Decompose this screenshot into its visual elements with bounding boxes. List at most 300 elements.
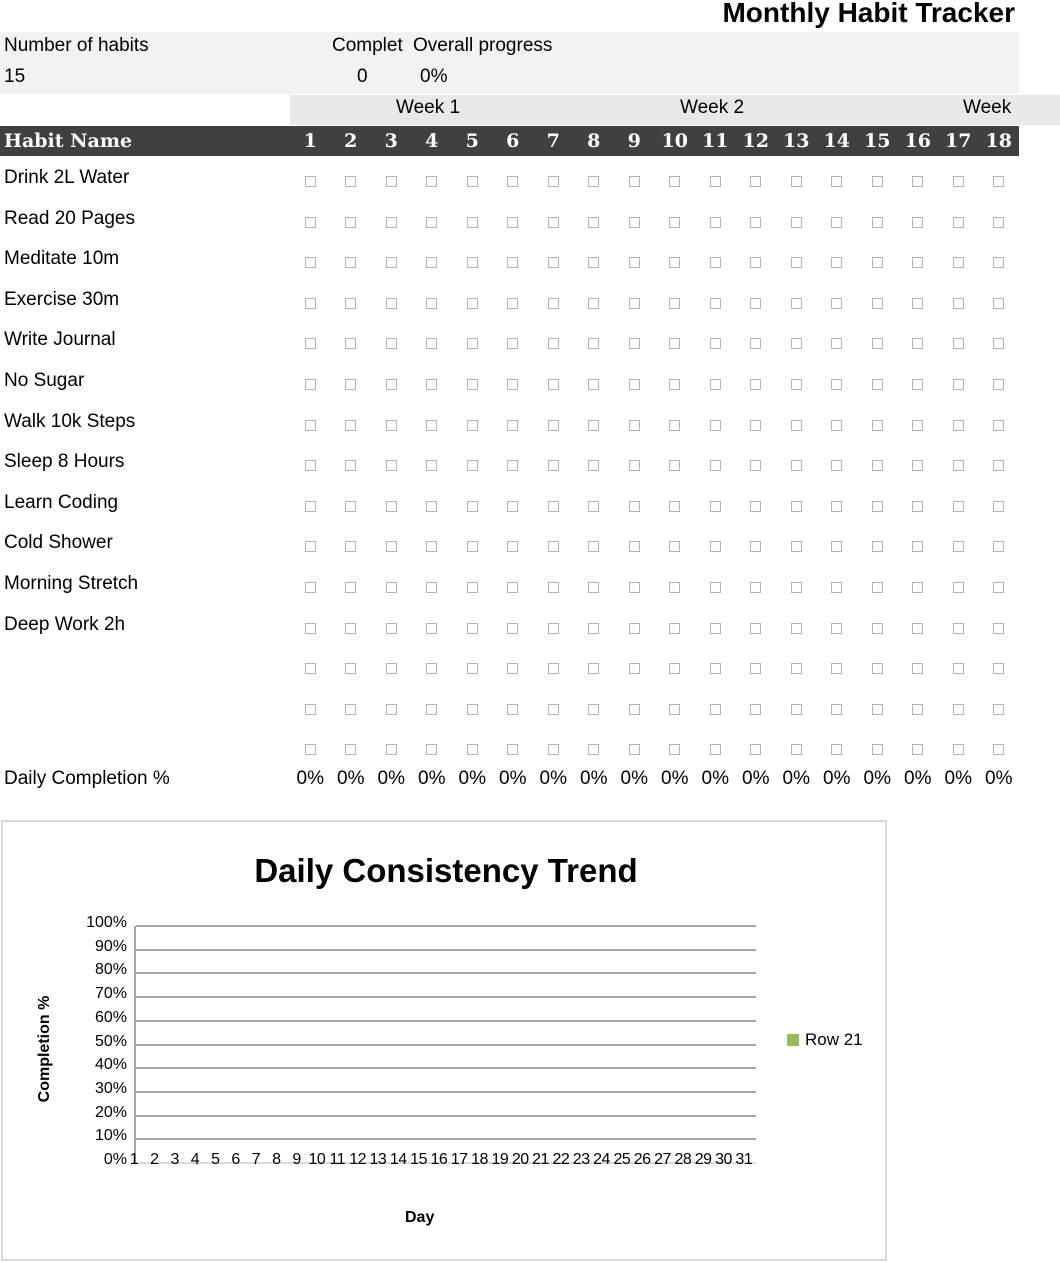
- habit-checkbox[interactable]: [831, 744, 842, 755]
- habit-checkbox[interactable]: [345, 217, 356, 228]
- habit-name[interactable]: No Sugar: [4, 370, 85, 391]
- habit-checkbox[interactable]: [750, 176, 761, 187]
- habit-checkbox[interactable]: [426, 582, 437, 593]
- habit-checkbox[interactable]: [831, 582, 842, 593]
- habit-checkbox[interactable]: [345, 541, 356, 552]
- habit-checkbox[interactable]: [588, 663, 599, 674]
- habit-checkbox[interactable]: [791, 176, 802, 187]
- gridline: [136, 1044, 756, 1046]
- habit-checkbox[interactable]: [953, 176, 964, 187]
- habit-checkbox[interactable]: [710, 298, 721, 309]
- habit-checkbox[interactable]: [305, 541, 316, 552]
- habit-checkbox[interactable]: [345, 582, 356, 593]
- habit-checkbox[interactable]: [305, 420, 316, 431]
- habit-name[interactable]: Read 20 Pages: [4, 207, 135, 229]
- habit-checkbox[interactable]: [386, 744, 397, 755]
- habit-checkbox[interactable]: [953, 501, 964, 512]
- habit-checkbox[interactable]: [912, 501, 923, 512]
- habit-checkbox[interactable]: [548, 176, 559, 187]
- habit-checkbox[interactable]: [831, 379, 842, 390]
- habit-checkbox[interactable]: [345, 460, 356, 471]
- habit-checkbox[interactable]: [426, 501, 437, 512]
- habit-checkbox[interactable]: [386, 176, 397, 187]
- habit-checkbox[interactable]: [426, 176, 437, 187]
- habit-checkbox[interactable]: [467, 298, 478, 309]
- habit-checkbox[interactable]: [912, 541, 923, 552]
- habit-name[interactable]: Sleep 8 Hours: [4, 451, 125, 473]
- habit-checkbox[interactable]: [386, 501, 397, 512]
- habit-checkbox[interactable]: [629, 420, 640, 431]
- habit-checkbox[interactable]: [669, 176, 680, 187]
- habit-checkbox[interactable]: [710, 460, 721, 471]
- habit-checkbox[interactable]: [953, 663, 964, 674]
- habit-checkbox[interactable]: [507, 744, 518, 755]
- habit-checkbox[interactable]: [426, 623, 437, 634]
- habit-checkbox[interactable]: [467, 257, 478, 268]
- habit-checkbox[interactable]: [993, 460, 1004, 471]
- habit-checkbox[interactable]: [710, 582, 721, 593]
- habit-checkbox[interactable]: [386, 704, 397, 715]
- habit-checkbox[interactable]: [993, 541, 1004, 552]
- habit-checkbox[interactable]: [912, 379, 923, 390]
- habit-checkbox[interactable]: [750, 298, 761, 309]
- completed-value[interactable]: 0: [357, 66, 368, 87]
- habit-row: [0, 729, 1019, 769]
- habit-name[interactable]: Morning Stretch: [4, 573, 139, 594]
- number-of-habits-value[interactable]: 15: [4, 66, 26, 87]
- habit-checkbox[interactable]: [548, 663, 559, 674]
- habit-checkbox[interactable]: [386, 582, 397, 593]
- habit-checkbox[interactable]: [953, 298, 964, 309]
- habit-checkbox[interactable]: [345, 176, 356, 187]
- habit-checkbox[interactable]: [386, 257, 397, 268]
- habit-checkbox[interactable]: [750, 501, 761, 512]
- x-tick-label: 20: [511, 1151, 529, 1168]
- habit-checkbox[interactable]: [386, 663, 397, 674]
- habit-checkbox[interactable]: [953, 623, 964, 634]
- habit-checkbox[interactable]: [426, 460, 437, 471]
- habit-checkbox[interactable]: [345, 623, 356, 634]
- habit-checkbox[interactable]: [305, 663, 316, 674]
- habit-checkbox[interactable]: [791, 379, 802, 390]
- habit-checkbox[interactable]: [791, 663, 802, 674]
- habit-checkbox[interactable]: [750, 663, 761, 674]
- habit-checkbox[interactable]: [305, 176, 316, 187]
- habit-checkbox[interactable]: [710, 744, 721, 755]
- habit-checkbox[interactable]: [791, 217, 802, 228]
- habit-checkbox[interactable]: [548, 420, 559, 431]
- habit-checkbox[interactable]: [305, 379, 316, 390]
- habit-checkbox[interactable]: [629, 582, 640, 593]
- habit-checkbox[interactable]: [588, 217, 599, 228]
- habit-checkbox[interactable]: [548, 379, 559, 390]
- habit-checkbox[interactable]: [750, 338, 761, 349]
- habit-checkbox[interactable]: [467, 541, 478, 552]
- habit-row: [0, 405, 1019, 445]
- habit-checkbox[interactable]: [629, 257, 640, 268]
- habit-checkbox[interactable]: [548, 298, 559, 309]
- habit-checkbox[interactable]: [507, 663, 518, 674]
- habit-checkbox[interactable]: [426, 420, 437, 431]
- habit-checkbox[interactable]: [305, 338, 316, 349]
- habit-checkbox[interactable]: [426, 663, 437, 674]
- habit-checkbox[interactable]: [588, 257, 599, 268]
- habit-checkbox[interactable]: [548, 217, 559, 228]
- habit-checkbox[interactable]: [912, 744, 923, 755]
- habit-checkbox[interactable]: [750, 541, 761, 552]
- habit-checkbox[interactable]: [669, 541, 680, 552]
- habit-checkbox[interactable]: [629, 460, 640, 471]
- habit-checkbox[interactable]: [426, 744, 437, 755]
- x-tick-label: 2: [150, 1151, 159, 1168]
- habit-checkbox[interactable]: [750, 582, 761, 593]
- habit-checkbox[interactable]: [467, 704, 478, 715]
- habit-checkbox[interactable]: [669, 501, 680, 512]
- habit-checkbox[interactable]: [588, 744, 599, 755]
- habit-checkbox[interactable]: [912, 623, 923, 634]
- habit-checkbox[interactable]: [912, 257, 923, 268]
- habit-checkbox[interactable]: [629, 338, 640, 349]
- habit-checkbox[interactable]: [791, 623, 802, 634]
- habit-checkbox[interactable]: [791, 744, 802, 755]
- habit-name[interactable]: Exercise 30m: [4, 288, 120, 310]
- habit-checkbox[interactable]: [953, 744, 964, 755]
- legend-swatch-icon: [787, 1034, 799, 1046]
- habit-checkbox[interactable]: [669, 623, 680, 634]
- habit-checkbox[interactable]: [467, 582, 478, 593]
- overall-progress-value[interactable]: 0%: [420, 66, 448, 87]
- habit-checkbox[interactable]: [750, 460, 761, 471]
- habit-checkbox[interactable]: [831, 460, 842, 471]
- habit-checkbox[interactable]: [669, 217, 680, 228]
- habit-checkbox[interactable]: [750, 704, 761, 715]
- habit-checkbox[interactable]: [993, 744, 1004, 755]
- habit-checkbox[interactable]: [791, 460, 802, 471]
- habit-checkbox[interactable]: [507, 582, 518, 593]
- habit-name[interactable]: Deep Work 2h: [4, 613, 126, 635]
- habit-checkbox[interactable]: [710, 704, 721, 715]
- habit-checkbox[interactable]: [953, 704, 964, 715]
- habit-checkbox[interactable]: [953, 541, 964, 552]
- y-tick-label: 80%: [94, 961, 127, 979]
- habit-checkbox[interactable]: [629, 298, 640, 309]
- habit-checkbox[interactable]: [831, 338, 842, 349]
- habit-checkbox[interactable]: [750, 217, 761, 228]
- habit-checkbox[interactable]: [831, 298, 842, 309]
- habit-checkbox[interactable]: [548, 582, 559, 593]
- daily-completion-value: 0%: [337, 768, 365, 789]
- habit-checkbox[interactable]: [912, 298, 923, 309]
- habit-checkbox[interactable]: [710, 420, 721, 431]
- habit-checkbox[interactable]: [750, 379, 761, 390]
- habit-checkbox[interactable]: [669, 663, 680, 674]
- habit-checkbox[interactable]: [305, 217, 316, 228]
- habit-checkbox[interactable]: [912, 582, 923, 593]
- habit-checkbox[interactable]: [831, 663, 842, 674]
- habit-checkbox[interactable]: [669, 744, 680, 755]
- habit-checkbox[interactable]: [993, 582, 1004, 593]
- habit-checkbox[interactable]: [912, 460, 923, 471]
- habit-checkbox[interactable]: [467, 744, 478, 755]
- habit-checkbox[interactable]: [345, 338, 356, 349]
- habit-checkbox[interactable]: [669, 257, 680, 268]
- habit-checkbox[interactable]: [710, 257, 721, 268]
- habit-checkbox[interactable]: [912, 176, 923, 187]
- habit-checkbox[interactable]: [629, 623, 640, 634]
- habit-checkbox[interactable]: [305, 298, 316, 309]
- habit-checkbox[interactable]: [993, 623, 1004, 634]
- habit-checkbox[interactable]: [386, 420, 397, 431]
- habit-checkbox[interactable]: [467, 338, 478, 349]
- habit-checkbox[interactable]: [872, 217, 883, 228]
- habit-checkbox[interactable]: [872, 582, 883, 593]
- habit-checkbox[interactable]: [993, 176, 1004, 187]
- habit-checkbox[interactable]: [588, 176, 599, 187]
- habit-checkbox[interactable]: [305, 744, 316, 755]
- habit-checkbox[interactable]: [993, 663, 1004, 674]
- chart-legend[interactable]: [787, 1030, 863, 1050]
- habit-checkbox[interactable]: [710, 541, 721, 552]
- habit-checkbox[interactable]: [467, 460, 478, 471]
- habit-checkbox[interactable]: [872, 704, 883, 715]
- habit-checkbox[interactable]: [305, 501, 316, 512]
- habit-checkbox[interactable]: [710, 379, 721, 390]
- habit-checkbox[interactable]: [345, 257, 356, 268]
- habit-name[interactable]: Drink 2L Water: [4, 167, 130, 188]
- habit-checkbox[interactable]: [629, 176, 640, 187]
- habit-checkbox[interactable]: [831, 176, 842, 187]
- habit-checkbox[interactable]: [953, 460, 964, 471]
- habit-checkbox[interactable]: [305, 704, 316, 715]
- habit-name[interactable]: Cold Shower: [4, 532, 113, 554]
- habit-checkbox[interactable]: [507, 217, 518, 228]
- habit-checkbox[interactable]: [426, 379, 437, 390]
- habit-checkbox[interactable]: [345, 298, 356, 309]
- habit-checkbox[interactable]: [872, 744, 883, 755]
- habit-checkbox[interactable]: [750, 257, 761, 268]
- habit-name[interactable]: Learn Coding: [4, 491, 119, 513]
- habit-checkbox[interactable]: [872, 338, 883, 349]
- habit-checkbox[interactable]: [588, 460, 599, 471]
- habit-checkbox[interactable]: [791, 257, 802, 268]
- habit-checkbox[interactable]: [548, 623, 559, 634]
- habit-checkbox[interactable]: [426, 217, 437, 228]
- habit-checkbox[interactable]: [629, 501, 640, 512]
- habit-checkbox[interactable]: [507, 338, 518, 349]
- habit-checkbox[interactable]: [507, 541, 518, 552]
- habit-checkbox[interactable]: [872, 379, 883, 390]
- habit-checkbox[interactable]: [993, 704, 1004, 715]
- habit-checkbox[interactable]: [588, 420, 599, 431]
- habit-checkbox[interactable]: [710, 623, 721, 634]
- habit-checkbox[interactable]: [588, 623, 599, 634]
- habit-checkbox[interactable]: [629, 217, 640, 228]
- habit-checkbox[interactable]: [953, 257, 964, 268]
- habit-checkbox[interactable]: [872, 298, 883, 309]
- habit-checkbox[interactable]: [669, 582, 680, 593]
- habit-checkbox[interactable]: [791, 541, 802, 552]
- habit-checkbox[interactable]: [629, 663, 640, 674]
- habit-checkbox[interactable]: [710, 501, 721, 512]
- habit-checkbox[interactable]: [993, 379, 1004, 390]
- habit-checkbox[interactable]: [588, 501, 599, 512]
- habit-checkbox[interactable]: [588, 338, 599, 349]
- habit-checkbox[interactable]: [426, 298, 437, 309]
- habit-checkbox[interactable]: [912, 338, 923, 349]
- habit-checkbox[interactable]: [791, 704, 802, 715]
- habit-checkbox[interactable]: [467, 420, 478, 431]
- habit-checkbox[interactable]: [426, 704, 437, 715]
- habit-checkbox[interactable]: [993, 298, 1004, 309]
- habit-checkbox[interactable]: [548, 338, 559, 349]
- habit-checkbox[interactable]: [791, 582, 802, 593]
- habit-checkbox[interactable]: [386, 338, 397, 349]
- habit-checkbox[interactable]: [629, 704, 640, 715]
- habit-checkbox[interactable]: [953, 217, 964, 228]
- habit-checkbox[interactable]: [386, 298, 397, 309]
- habit-checkbox[interactable]: [669, 298, 680, 309]
- habit-checkbox[interactable]: [588, 379, 599, 390]
- habit-checkbox[interactable]: [426, 257, 437, 268]
- habit-checkbox[interactable]: [750, 623, 761, 634]
- habit-checkbox[interactable]: [872, 623, 883, 634]
- habit-checkbox[interactable]: [386, 623, 397, 634]
- habit-checkbox[interactable]: [953, 338, 964, 349]
- habit-checkbox[interactable]: [953, 582, 964, 593]
- habit-checkbox[interactable]: [386, 217, 397, 228]
- habit-checkbox[interactable]: [791, 338, 802, 349]
- consistency-chart[interactable]: [1, 820, 887, 1261]
- habit-checkbox[interactable]: [710, 338, 721, 349]
- habit-checkbox[interactable]: [831, 257, 842, 268]
- habit-checkbox[interactable]: [710, 176, 721, 187]
- habit-checkbox[interactable]: [548, 541, 559, 552]
- habit-checkbox[interactable]: [467, 217, 478, 228]
- habit-checkbox[interactable]: [669, 338, 680, 349]
- habit-checkbox[interactable]: [791, 501, 802, 512]
- habit-checkbox[interactable]: [588, 298, 599, 309]
- habit-row: [0, 202, 1019, 242]
- habit-checkbox[interactable]: [548, 704, 559, 715]
- habit-name[interactable]: Meditate 10m: [4, 248, 120, 270]
- habit-name[interactable]: Walk 10k Steps: [4, 410, 136, 432]
- habit-checkbox[interactable]: [507, 501, 518, 512]
- habit-checkbox[interactable]: [305, 582, 316, 593]
- habit-checkbox[interactable]: [831, 420, 842, 431]
- habit-checkbox[interactable]: [669, 460, 680, 471]
- habit-checkbox[interactable]: [507, 460, 518, 471]
- habit-checkbox[interactable]: [345, 744, 356, 755]
- habit-checkbox[interactable]: [912, 420, 923, 431]
- habit-checkbox[interactable]: [386, 541, 397, 552]
- habit-checkbox[interactable]: [831, 217, 842, 228]
- habit-checkbox[interactable]: [629, 379, 640, 390]
- daily-completion-label: Daily Completion %: [4, 768, 170, 789]
- habit-checkbox[interactable]: [548, 460, 559, 471]
- habit-checkbox[interactable]: [426, 338, 437, 349]
- habit-checkbox[interactable]: [629, 744, 640, 755]
- x-tick-label: 27: [654, 1151, 671, 1168]
- habit-checkbox[interactable]: [993, 257, 1004, 268]
- habit-checkbox[interactable]: [831, 623, 842, 634]
- habit-checkbox[interactable]: [710, 663, 721, 674]
- habit-checkbox[interactable]: [467, 663, 478, 674]
- habit-checkbox[interactable]: [507, 379, 518, 390]
- habit-checkbox[interactable]: [507, 420, 518, 431]
- daily-completion-value: 0%: [499, 768, 527, 789]
- habit-checkbox[interactable]: [305, 257, 316, 268]
- habit-checkbox[interactable]: [791, 420, 802, 431]
- habit-checkbox[interactable]: [548, 257, 559, 268]
- habit-checkbox[interactable]: [872, 501, 883, 512]
- habit-checkbox[interactable]: [791, 298, 802, 309]
- habit-checkbox[interactable]: [710, 217, 721, 228]
- habit-checkbox[interactable]: [345, 663, 356, 674]
- habit-checkbox[interactable]: [993, 420, 1004, 431]
- habit-checkbox[interactable]: [305, 460, 316, 471]
- habit-checkbox[interactable]: [872, 460, 883, 471]
- habit-checkbox[interactable]: [345, 420, 356, 431]
- habit-checkbox[interactable]: [507, 623, 518, 634]
- habit-checkbox[interactable]: [629, 541, 640, 552]
- habit-checkbox[interactable]: [993, 217, 1004, 228]
- habit-checkbox[interactable]: [993, 501, 1004, 512]
- habit-checkbox[interactable]: [669, 379, 680, 390]
- habit-checkbox[interactable]: [831, 541, 842, 552]
- habit-checkbox[interactable]: [467, 623, 478, 634]
- habit-checkbox[interactable]: [872, 176, 883, 187]
- habit-checkbox[interactable]: [548, 744, 559, 755]
- habit-checkbox[interactable]: [588, 704, 599, 715]
- habit-checkbox[interactable]: [548, 501, 559, 512]
- habit-checkbox[interactable]: [467, 501, 478, 512]
- habit-checkbox[interactable]: [507, 176, 518, 187]
- habit-checkbox[interactable]: [669, 704, 680, 715]
- habit-checkbox[interactable]: [750, 420, 761, 431]
- habit-checkbox[interactable]: [831, 501, 842, 512]
- habit-checkbox[interactable]: [507, 257, 518, 268]
- habit-checkbox[interactable]: [953, 379, 964, 390]
- habit-checkbox[interactable]: [993, 338, 1004, 349]
- habit-checkbox[interactable]: [386, 379, 397, 390]
- habit-checkbox[interactable]: [750, 744, 761, 755]
- habit-checkbox[interactable]: [912, 663, 923, 674]
- day-column-header: 9: [627, 130, 641, 152]
- habit-name[interactable]: Write Journal: [4, 329, 116, 351]
- habit-checkbox[interactable]: [588, 541, 599, 552]
- habit-checkbox[interactable]: [912, 217, 923, 228]
- habit-checkbox[interactable]: [386, 460, 397, 471]
- habit-checkbox[interactable]: [953, 420, 964, 431]
- habit-checkbox[interactable]: [507, 704, 518, 715]
- habit-checkbox[interactable]: [467, 176, 478, 187]
- habit-checkbox[interactable]: [872, 541, 883, 552]
- habit-checkbox[interactable]: [872, 663, 883, 674]
- habit-checkbox[interactable]: [912, 704, 923, 715]
- habit-checkbox[interactable]: [467, 379, 478, 390]
- habit-checkbox[interactable]: [872, 257, 883, 268]
- habit-checkbox[interactable]: [345, 704, 356, 715]
- habit-checkbox[interactable]: [669, 420, 680, 431]
- habit-checkbox[interactable]: [305, 623, 316, 634]
- habit-checkbox[interactable]: [507, 298, 518, 309]
- habit-checkbox[interactable]: [872, 420, 883, 431]
- habit-checkbox[interactable]: [588, 582, 599, 593]
- habit-checkbox[interactable]: [345, 379, 356, 390]
- habit-checkbox[interactable]: [345, 501, 356, 512]
- habit-checkbox[interactable]: [831, 704, 842, 715]
- habit-checkbox[interactable]: [426, 541, 437, 552]
